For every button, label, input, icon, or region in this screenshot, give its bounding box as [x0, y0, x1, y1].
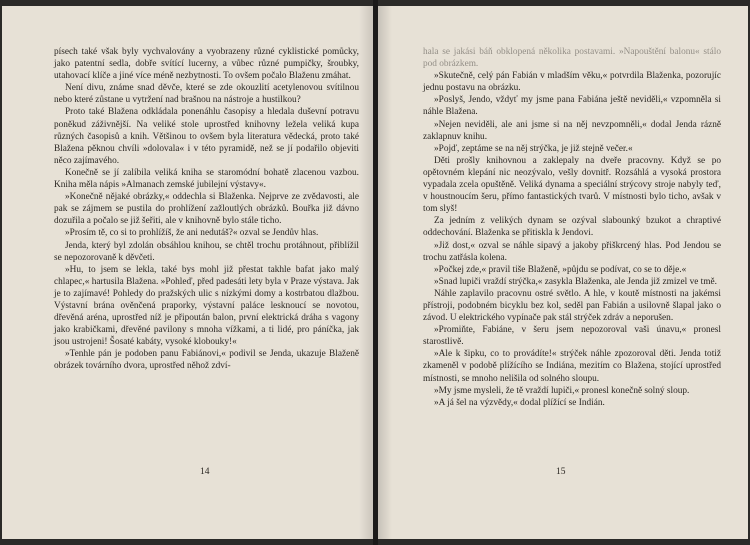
paragraph: »Tenhle pán je podoben panu Fabiánovi,« podivil se Jenda, ukazuje Blaženě obrázek továrního dvora, uprostřed něhož zdví-: [54, 349, 359, 372]
paragraph: Jenda, který byl zdolán obsáhlou knihou, se chtěl trochu protáhnout, přiblížil se nepozorovaně k děvčeti.: [54, 240, 359, 263]
paragraph: »Skutečně, celý pán Fabián v mladším věku,« potvrdila Blaženka, pozorujíc jednu postavu na obrázku.: [423, 71, 721, 94]
paragraph: »Nejen neviděli, ale ani jsme si na něj nevzpomněli,« dodal Jenda rázně zaklapnuv knihu.: [423, 119, 721, 142]
paragraph: »Snad lupiči vraždí strýčka,« zasykla Blaženka, ale Jenda již zmizel ve tmě.: [434, 276, 717, 287]
paragraph: písech také však byly vychvalovány a vyobrazeny různé cyklistické pomůcky, jako patentní sedla, dobře svítící lucerny, a vůbec různé pumpičky, šroubky, utahovací klíče a jiné více méně nezbytnosti. To ovšem počalo Blaženu zmáhat.: [54, 47, 359, 82]
paragraph: »Počkej zde,« pravil tiše Blaženě, »půjdu se podívat, co se to děje.«: [434, 264, 687, 275]
left-page: [2, 6, 373, 539]
paragraph: »Konečně nějaké obrázky,« oddechla si Blaženka. Nejprve ze zvědavosti, ale pak se zájmem se pustila do prohlížení zažloutlých obrázků. Bouřka již dávno dozuřila a počalo se již šeřiti, ale v knihovně bylo stále ticho.: [54, 192, 359, 227]
paragraph: »Pojď, zeptáme se na něj strýčka, je již stejně večer.«: [434, 143, 633, 154]
left-page-text: [54, 46, 359, 373]
paragraph: »A já šel na výzvědy,« dodal plížící se Indián.: [434, 397, 605, 408]
paragraph: »My jsme mysleli, že tě vraždí lupiči,« pronesl konečně solný sloup.: [434, 385, 690, 396]
page-number: 15: [556, 467, 566, 477]
paragraph: »Poslyš, Jendo, vždyť my jsme pana Fabiána ještě neviděli,« vzpomněla si náhle Blažena.: [423, 95, 721, 118]
page-number: 14: [200, 467, 210, 477]
paragraph: Za jedním z velikých dynam se ozýval slabounký bzukot a chraptivé oddechování. Blaženka se přitiskla k Jendovi.: [423, 216, 721, 239]
paragraph: Děti prošly knihovnou a zaklepaly na dveře pracovny. Když se po opětovném klepání nic neozývalo, vešly dovnitř. Rozsáhlá a vysoká prostora vypadala zcela opuštěně. Veliká dynama a speciální strýcovy stroje nabyly teď, v houstnoucím šeru, přímo fantastických tvarů. V místnosti bylo ticho, avšak v tom slyš!: [423, 155, 721, 215]
paragraph: hala se jakási báň obklopená několika postavami. »Napouštění balonu« stálo pod obrázkem.: [423, 47, 721, 70]
paragraph: »Prosím tě, co si to prohlížíš, že ani nedutáš?« ozval se Jendův hlas.: [65, 228, 319, 239]
paragraph: »Hu, to jsem se lekla, také bys mohl již přestat takhle bafat jako malý chlapec,« hartusila Blažena. »Pohleď, před padesáti lety byla v Praze výstava. Jak je to zajímavé! Pohledy do pražských ulic s nízkými domy a kostrbatou dlažbou. Výstavní brána ověnčená praporky, výstavní paláce lesknoucí se novotou, dřevěná aréna, uprostřed níž je připoután balon, první elektrická dráha s vagony jako krabičkami, dřevěné pavilony s mnoha vížkami, a ti lidé, pro páníčka, jak jsou ustrojeni! Šosaté kabáty, vysoké klobouky!«: [54, 264, 359, 348]
paragraph: Náhle zaplavilo pracovnu ostré světlo. A hle, v koutě místnosti na jakémsi přístroji, podobném bicyklu bez kol, seděl pan Fabián a usilovně šlapal jako o závod. U elektrického vypínače pak stál strýček zdráv a neporušen.: [423, 288, 721, 324]
paragraph: »Ale k šipku, co to provádíte!« strýček náhle zpozoroval děti. Jenda totiž zkameněl v podobě plížícího se Indiána, mezitím co Blažena, stojící uprostřed místnosti, se mnoho nelišila od solného sloupu.: [423, 349, 721, 384]
paragraph: »Již dost,« ozval se náhle sipavý a jakoby přiškrcený hlas. Pod Jendou se trochu zatřásla kolena.: [423, 240, 721, 263]
paragraph: Konečně se jí zalíbila veliká kniha se staromódní bohatě zlacenou vazbou. Kniha měla nápis »Almanach zemské jubilejní výstavy«.: [54, 167, 359, 191]
right-page-text: [423, 46, 721, 409]
right-page: [378, 6, 748, 539]
paragraph: Proto také Blažena odkládala ponenáhlu časopisy a hledala duševní potravu poněkud záživnější. Na veliké stole uprostřed knihovny ležela veliká kupa různých časopisů a knih. Většinou to ovšem byla literatura vědecká, proto také Blažena pěknou chvíli »dolovala« i v této pyramidě, než se jí podařilo objeviti něco zajímavého.: [54, 107, 359, 166]
paragraph: »Promiňte, Fabiáne, v šeru jsem nepozoroval vaši únavu,« pronesl starostlivě.: [423, 325, 721, 348]
paragraph: Není divu, známe snad děvče, které se zde okouzlití acetylenovou svítilnou nebo které zůstane u vytržení nad brašnou na nástroje a hustilkou?: [54, 83, 359, 106]
